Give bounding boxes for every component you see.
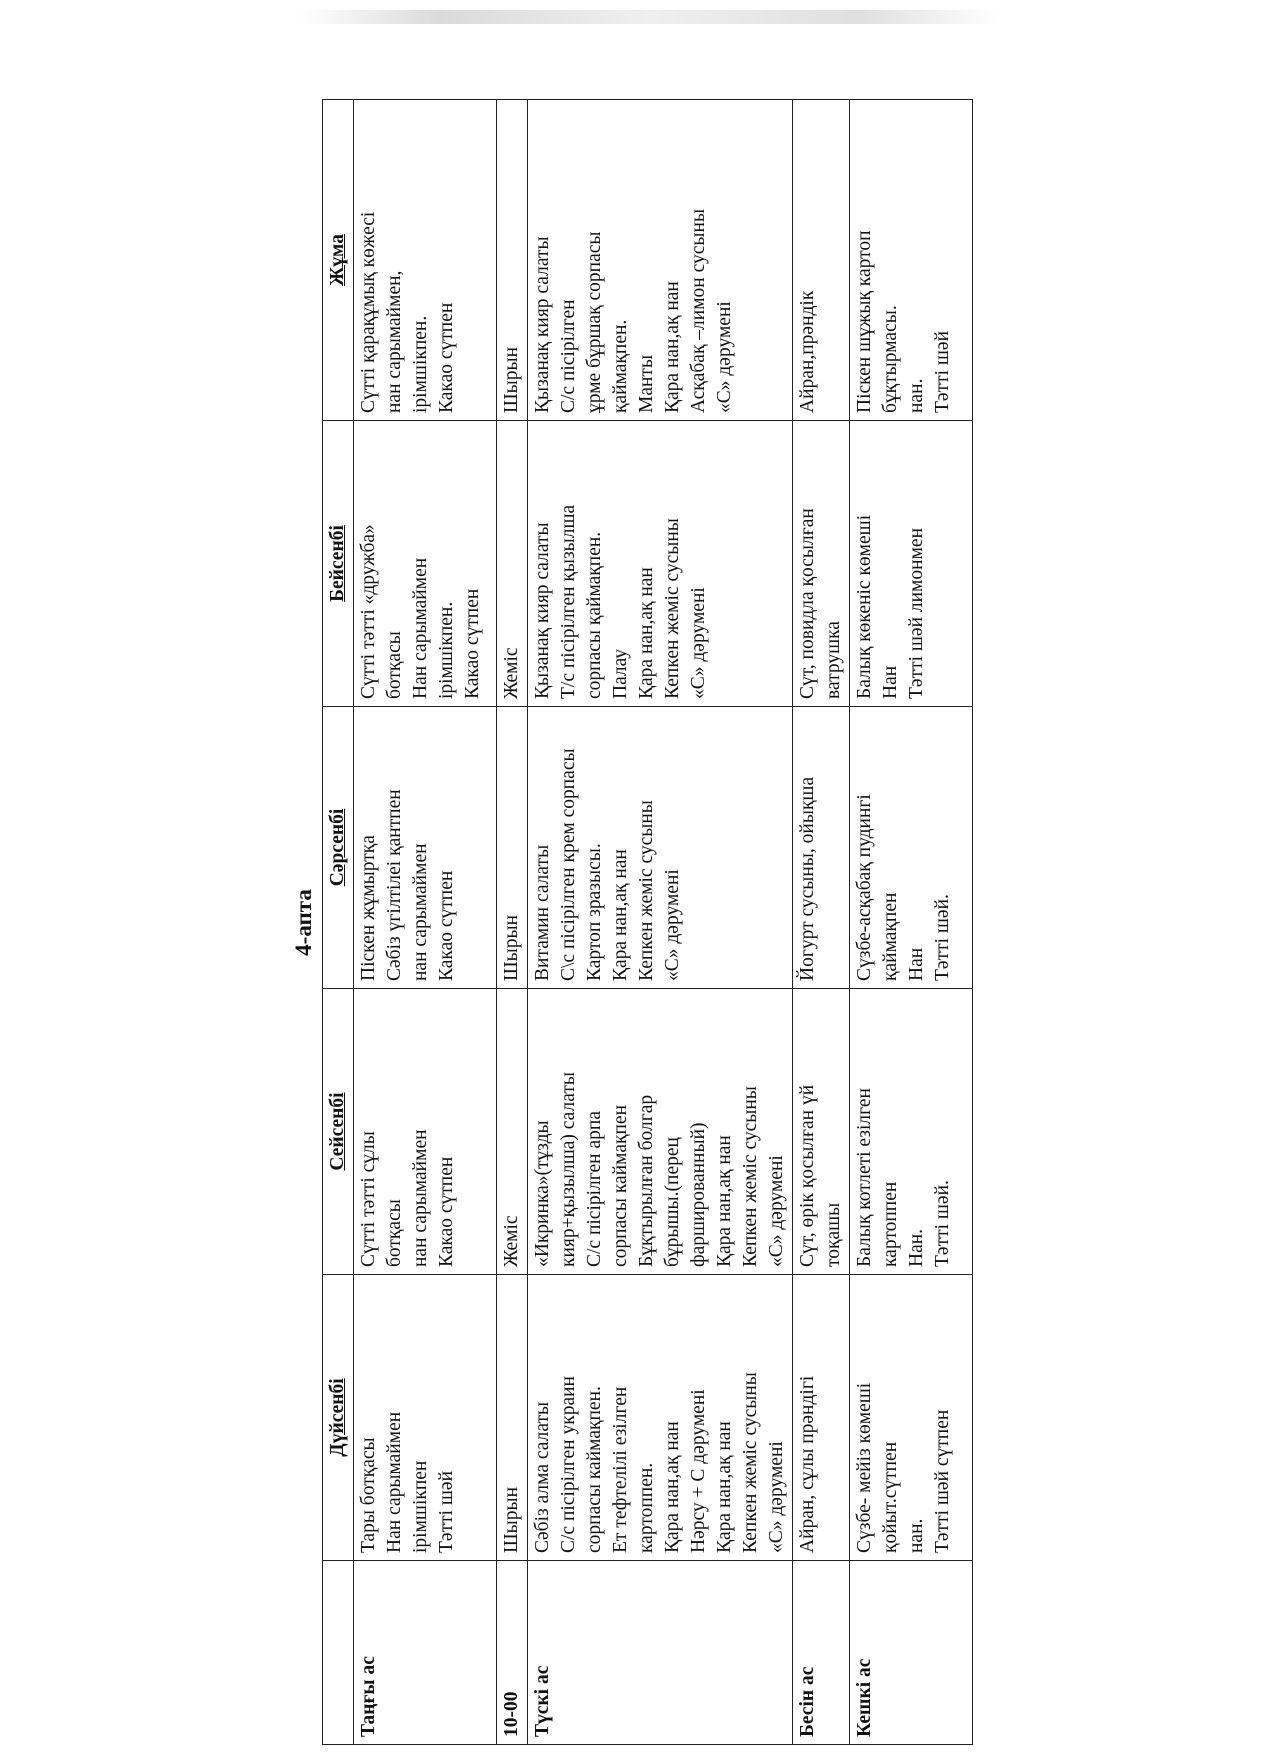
- menu-cell: [354, 421, 497, 707]
- menu-cell: [354, 707, 497, 989]
- menu-cell: [793, 707, 850, 989]
- dish-line: Тәтті шәй сүтпен: [932, 1409, 953, 1553]
- dish-line: «С» дәрумені: [688, 587, 709, 699]
- dish-line: Кепкен жеміс сусыны: [740, 1372, 761, 1553]
- dish-line: Асқабақ –лимон сусыны: [688, 208, 709, 413]
- menu-cell: [850, 707, 973, 989]
- dish-line: Нәрсу + С дәрумені: [688, 1389, 709, 1553]
- dish-line: Манты: [636, 354, 657, 413]
- meal-label: Кешкі ас: [850, 1561, 973, 1745]
- menu-cell: [850, 421, 973, 707]
- menu-cell: [528, 707, 793, 989]
- dish-line: Піскен шұжық картоп: [854, 230, 875, 413]
- dish-line: бұқтырмасы.: [880, 305, 901, 413]
- dish-line: нан сарымаймен: [410, 843, 431, 981]
- dish-line: С/с пісірілген арпа: [584, 1111, 605, 1267]
- menu-cell: [354, 1275, 497, 1561]
- dish-line: Какао сүтпен: [436, 870, 457, 981]
- dish-line: Қара нан,ақ нан: [714, 1421, 735, 1553]
- menu-cell: [793, 100, 850, 421]
- dish-line: ірімшікпен: [410, 1460, 431, 1553]
- dish-line: Сәбіз алма салаты: [532, 1401, 553, 1553]
- meal-row-breakfast: [354, 100, 497, 1745]
- dish-line: С/с пісірілген: [558, 299, 579, 413]
- page-title: 4-апта: [291, 889, 316, 956]
- dish-line: Нан сарымаймен: [384, 1411, 405, 1553]
- dish-line: Қара нан,ақ нан: [610, 849, 631, 981]
- dish-line: Нан.: [906, 1228, 927, 1267]
- dish-line: Жеміс: [501, 647, 522, 699]
- dish-line: Сүт, повидла қосылған: [797, 508, 818, 699]
- dish-line: Тәтті шәй.: [932, 1180, 953, 1267]
- day-header: Бейсенбі: [323, 421, 354, 707]
- meal-row-snack1: [497, 100, 528, 1745]
- meal-row-dinner: [850, 100, 973, 1745]
- menu-cell: [497, 707, 528, 989]
- menu-cell: [497, 100, 528, 421]
- meal-label: Таңғы ас: [354, 1561, 497, 1745]
- menu-cell: [850, 100, 973, 421]
- menu-cell: [497, 1275, 528, 1561]
- dish-line: С/с пісірілген украин: [558, 1376, 579, 1553]
- dish-line: ұрме бұршақ сорпасы: [584, 231, 605, 413]
- dish-line: Айран, сұлы прәндігі: [797, 1375, 818, 1553]
- header-row: [323, 100, 354, 1745]
- meal-label: Түскі ас: [528, 1561, 793, 1745]
- dish-line: Піскен жұмыртқа: [358, 835, 379, 981]
- dish-line: Қара нан,ақ нан: [636, 567, 657, 699]
- dish-line: Тәтті шәй лимонмен: [906, 527, 927, 699]
- dish-line: тоқашы: [823, 1202, 844, 1267]
- menu-cell: [793, 989, 850, 1275]
- dish-line: Тәтті шәй: [436, 1470, 457, 1553]
- day-header: Дүйсенбі: [323, 1275, 354, 1561]
- dish-line: картоппен: [880, 1181, 901, 1267]
- dish-line: қаймақпен.: [610, 319, 631, 413]
- dish-line: нан.: [906, 378, 927, 413]
- meal-row-snack2: [793, 100, 850, 1745]
- dish-line: Жеміс: [501, 1215, 522, 1267]
- menu-cell: [528, 100, 793, 421]
- corner-cell: [323, 1561, 354, 1745]
- menu-cell: [354, 989, 497, 1275]
- dish-line: бұрышы.(перец: [662, 1137, 683, 1267]
- dish-line: Шырын: [501, 1486, 522, 1553]
- dish-line: картоппен.: [636, 1462, 657, 1553]
- dish-line: қойыт.сүтпен: [880, 1441, 901, 1553]
- dish-line: Сүзбе-асқабақ пудингі: [854, 794, 875, 981]
- dish-line: Қара нан,ақ нан: [714, 1135, 735, 1267]
- dish-line: Сүт, өрік қосылған үй: [797, 1084, 818, 1267]
- dish-line: Кепкен жеміс сусыны: [740, 1086, 761, 1267]
- dish-line: Қара нан,ақ нан: [662, 281, 683, 413]
- dish-line: Сүтті қарақұмық көжесі: [358, 211, 379, 413]
- dish-line: қаймақпен: [880, 892, 901, 981]
- dish-line: сорпасы қаймақпен.: [584, 531, 605, 699]
- dish-line: Балық көкеніс көмеші: [854, 514, 875, 699]
- dish-line: Какао сүтпен: [462, 588, 483, 699]
- dish-line: нан сарымаймен,: [384, 270, 405, 413]
- dish-line: «С» дәрумені: [714, 301, 735, 413]
- dish-line: Какао сүтпен: [436, 1156, 457, 1267]
- dish-line: «С» дәрумені: [766, 1441, 787, 1553]
- dish-line: Сәбіз үгілтілеі қантпен: [384, 789, 405, 981]
- dish-line: Тары ботқасы: [358, 1437, 379, 1553]
- dish-line: Палау: [610, 648, 631, 699]
- dish-line: Сүтті тәтті сұлы: [358, 1131, 379, 1267]
- rotated-page: [288, 100, 1276, 1745]
- dish-line: сорпасы каймақпен.: [584, 1386, 605, 1553]
- menu-cell: [497, 421, 528, 707]
- dish-line: фаршированный): [688, 1122, 709, 1267]
- dish-line: Нан: [880, 665, 901, 699]
- dish-line: ірімшікпен.: [436, 601, 457, 699]
- dish-line: Қызанақ кияр салаты: [532, 236, 553, 413]
- dish-line: С\с пісірілген крем сорпасы: [558, 748, 579, 981]
- day-header: Сәрсенбі: [323, 707, 354, 989]
- dish-line: сорпасы каймақпен: [610, 1104, 631, 1267]
- dish-line: Т/с пісірілген қызылша: [558, 504, 579, 699]
- menu-cell: [497, 989, 528, 1275]
- dish-line: Шырын: [501, 346, 522, 413]
- menu-cell: [850, 1275, 973, 1561]
- dish-line: нан сарымаймен: [410, 1129, 431, 1267]
- dish-line: Тәтті шәй: [932, 330, 953, 413]
- dish-line: ботқасы: [384, 631, 405, 699]
- dish-line: Картоп зразысы.: [584, 843, 605, 981]
- menu-cell: [528, 989, 793, 1275]
- dish-line: Сүзбе- мейіз көмеші: [854, 1382, 875, 1553]
- dish-line: нан.: [906, 1518, 927, 1553]
- dish-line: Нан сарымаймен: [410, 557, 431, 699]
- dish-line: ботқасы: [384, 1199, 405, 1267]
- dish-line: Тәтті шәй.: [932, 894, 953, 981]
- day-header: Сейсенбі: [323, 989, 354, 1275]
- day-header: Жұма: [323, 100, 354, 421]
- dish-line: Кепкен жеміс сусыны: [662, 518, 683, 699]
- menu-cell: [793, 1275, 850, 1561]
- dish-line: Кепкен жеміс сусыны: [636, 800, 657, 981]
- dish-line: Қызанақ кияр салаты: [532, 522, 553, 699]
- menu-cell: [354, 100, 497, 421]
- dish-line: «С» дәрумені: [766, 1155, 787, 1267]
- dish-line: Сүтті тәтті «дружба»: [358, 524, 379, 699]
- dish-line: «Икринка»(тұзды: [532, 1120, 553, 1267]
- menu-cell: [793, 421, 850, 707]
- dish-line: Айран,прәндік: [797, 290, 818, 413]
- dish-line: ватрушка: [823, 621, 844, 699]
- dish-line: Йогурт сусыны, ойықша: [797, 776, 818, 981]
- dish-line: кияр+қызылша) салаты: [558, 1072, 579, 1267]
- dish-line: Какао сүтпен: [436, 302, 457, 413]
- dish-line: Балық котлеті езілген: [854, 1088, 875, 1267]
- scan-artifact: [300, 10, 1000, 24]
- dish-line: «С» дәрумені: [662, 869, 683, 981]
- dish-line: Бұқтырылған болгар: [636, 1094, 657, 1267]
- meal-label: Бесін ас: [793, 1561, 850, 1745]
- dish-line: Ет тефтелілі езілген: [610, 1386, 631, 1553]
- menu-cell: [528, 421, 793, 707]
- dish-line: Витамин салаты: [532, 844, 553, 981]
- dish-line: Қара нан,ақ нан: [662, 1421, 683, 1553]
- dish-line: ірімшікпен.: [410, 315, 431, 413]
- meal-label: 10-00: [497, 1561, 528, 1745]
- meal-row-lunch: [528, 100, 793, 1745]
- menu-cell: [528, 1275, 793, 1561]
- weekly-menu-table: [322, 99, 973, 1745]
- menu-cell: [850, 989, 973, 1275]
- dish-line: Нан: [906, 947, 927, 981]
- dish-line: Шырын: [501, 914, 522, 981]
